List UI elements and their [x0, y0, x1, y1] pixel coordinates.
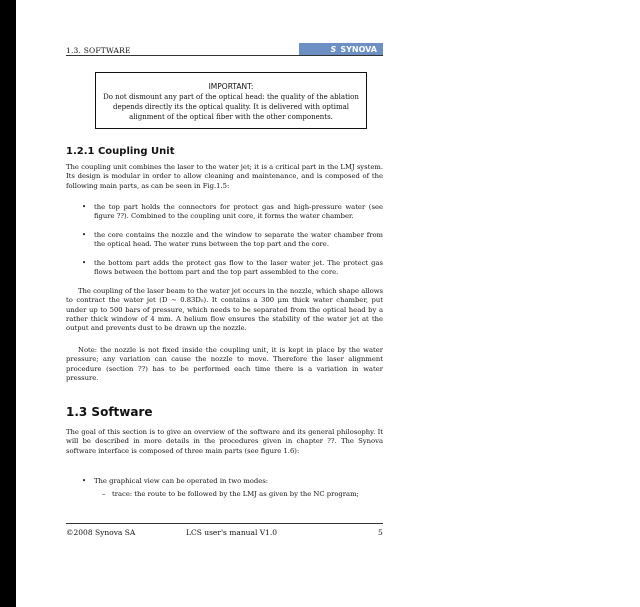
list-item: • the top part holds the connectors for protect gas and high-pressure water (see figure ??). Combined to the coupling unit core, it forms the water chamber. — [82, 203, 383, 221]
synova-logo — [299, 43, 383, 55]
logo-text: SYNOVA — [340, 44, 377, 54]
footer-manual: LCS user's manual V1.0 — [186, 528, 278, 537]
bullet-icon: • — [82, 259, 87, 267]
logo-mark-icon: S — [330, 44, 337, 54]
list-item: • the bottom part adds the protect gas flow to the laser water jet. The protect gas flows between the bottom part and the top part assembled to the core. — [82, 259, 383, 277]
running-header: 1.3. SOFTWARE — [66, 46, 131, 55]
section-heading-coupling: 1.2.1 Coupling Unit — [66, 146, 175, 157]
bullet-icon: • — [82, 231, 87, 239]
coupling-intro: The coupling unit combines the laser to the water jet; it is a critical part in the LMJ system. Its design is modular in order to allow cleaning and maintenance, and is composed of the following main parts, as can be seen in Fig.1.5: — [66, 163, 383, 190]
sub-list-item: – trace: the route to be followed by the LMJ as given by the NC program; — [102, 490, 359, 498]
list-item: • the core contains the nozzle and the window to separate the water chamber from the optical head. The water runs between the top part and the core. — [82, 231, 383, 249]
dash-icon: – — [102, 490, 106, 498]
page-number: 5 — [378, 528, 383, 537]
important-title: IMPORTANT: — [208, 82, 254, 91]
coupling-note: Note: the nozzle is not fixed inside the coupling unit, it is kept in place by the water pressure; any variation can cause the nozzle to move. Therefore the laser alignment procedure (section ??) has to be performed each time there is a variation in water pressure. — [66, 346, 383, 382]
bullet-icon: • — [82, 203, 87, 211]
important-text: Do not dismount any part of the optical head: the quality of the ablation depends directly its the optical quality. It is delivered with optimal alignment of the optical fiber with the other components. — [103, 93, 359, 121]
header-rule — [66, 55, 383, 56]
footer-copyright: ©2008 Synova SA — [66, 528, 136, 537]
list-item: • The graphical view can be operated in two modes: — [82, 477, 269, 485]
left-margin-bar — [0, 0, 16, 607]
important-box — [95, 72, 367, 129]
bullet-icon: • — [82, 477, 87, 485]
coupling-paragraph: The coupling of the laser beam to the water jet occurs in the nozzle, which shape allows to contract the water jet (D ∼ 0.83D₀). It contains a 300 μm thick water chamber, put under up to 500 bars of pressure, which needs to be separated from the optical head by a rather thick window of 4 mm. A helium flow ensures the stability of the water jet at the output and prevents dust to be drawn up the nozzle. — [66, 287, 383, 333]
software-intro: The goal of this section is to give an overview of the software and its general philosophy. It will be described in more details in the procedures given in chapter ??. The Synova software interface is composed of three main parts (see figure 1.6): — [66, 428, 383, 455]
document-page — [16, 0, 640, 607]
section-heading-software: 1.3 Software — [66, 405, 153, 419]
footer-rule — [66, 523, 383, 524]
